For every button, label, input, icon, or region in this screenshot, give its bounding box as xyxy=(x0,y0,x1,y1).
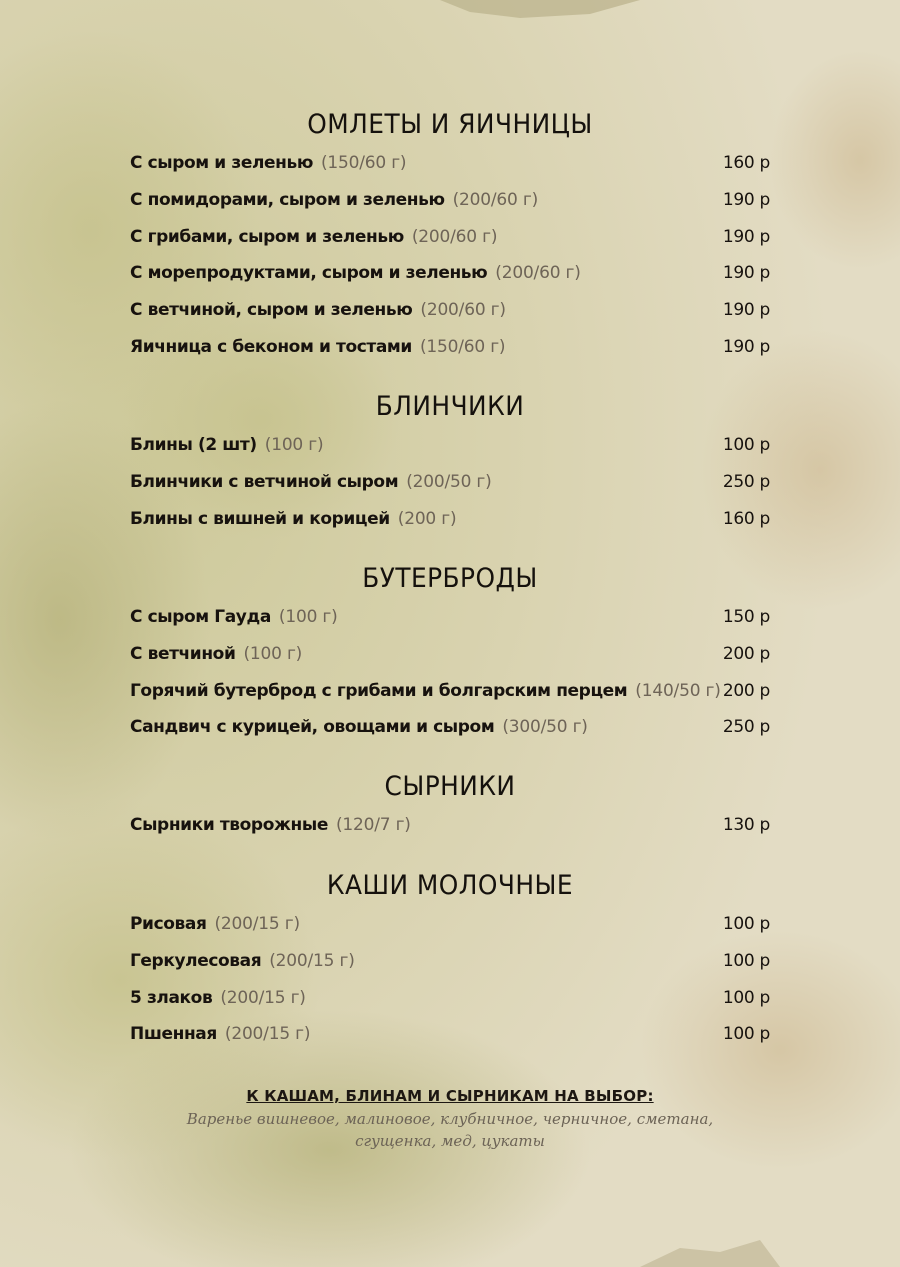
item-name: С ветчиной, сыром и зеленью xyxy=(130,300,413,321)
item-price: 100 р xyxy=(722,950,770,971)
item-name: С морепродуктами, сыром и зеленью xyxy=(130,263,488,284)
item-weight: (200/15 г) xyxy=(269,950,355,971)
item-weight: (200/15 г) xyxy=(224,1024,311,1045)
item-price: 150 р xyxy=(722,607,770,627)
menu-item xyxy=(130,906,770,943)
item-name: 5 злаков xyxy=(130,987,213,1008)
item-weight: (100 г) xyxy=(278,607,338,627)
item-price: 100 р xyxy=(722,435,770,455)
section-title: КАШИ МОЛОЧНЫЕ xyxy=(326,870,574,901)
item-name: Рисовая xyxy=(130,914,207,934)
item-weight: (120/7 г) xyxy=(335,815,411,835)
menu-item xyxy=(130,292,770,329)
toppings-note-title: К КАШАМ, БЛИНАМ И СЫРНИКАМ НА ВЫБОР: xyxy=(246,1087,654,1105)
menu-item xyxy=(130,599,770,636)
item-name: Горячий бутерброд с грибами и болгарским перцем xyxy=(130,680,628,701)
item-name: Яичница с беконом и тостами xyxy=(130,336,412,357)
item-name: Блины с вишней и корицей xyxy=(130,508,390,529)
section-title: БЛИНЧИКИ xyxy=(375,391,525,422)
item-price: 130 р xyxy=(722,815,770,835)
item-price: 100 р xyxy=(722,914,770,934)
item-weight: (150/60 г) xyxy=(320,153,407,173)
item-price: 100 р xyxy=(722,987,770,1008)
item-weight: (200/15 г) xyxy=(220,987,306,1008)
item-name: Сандвич с курицей, овощами и сыром xyxy=(130,717,495,738)
item-weight: (140/50 г) xyxy=(635,680,721,701)
menu-item xyxy=(130,1016,770,1053)
item-weight: (200/60 г) xyxy=(452,189,539,210)
menu-item xyxy=(130,427,770,464)
item-name: С сыром Гауда xyxy=(130,607,271,627)
item-weight: (300/50 г) xyxy=(502,717,588,738)
item-name: С ветчиной xyxy=(130,643,236,664)
menu-item xyxy=(130,943,770,980)
toppings-note xyxy=(130,1084,770,1152)
menu-item xyxy=(130,807,770,844)
item-weight: (200/60 г) xyxy=(495,263,581,284)
item-weight: (100 г) xyxy=(264,435,324,455)
section-title: БУТЕРБРОДЫ xyxy=(362,563,538,594)
item-name: Пшенная xyxy=(130,1024,217,1045)
menu-item xyxy=(130,980,770,1017)
menu-item xyxy=(130,673,770,710)
item-name: Сырники творожные xyxy=(130,815,328,835)
item-price: 160 р xyxy=(722,508,770,529)
menu-item xyxy=(130,636,770,673)
item-name: Геркулесовая xyxy=(130,950,262,971)
item-price: 160 р xyxy=(722,153,770,173)
item-name: Блинчики с ветчиной сыром xyxy=(130,471,399,492)
section-sandwiches xyxy=(130,559,770,746)
menu-item xyxy=(130,255,770,292)
item-price: 190 р xyxy=(722,300,770,321)
item-price: 190 р xyxy=(722,226,770,247)
item-price: 200 р xyxy=(722,643,770,664)
item-price: 200 р xyxy=(722,680,770,701)
section-title: ОМЛЕТЫ И ЯИЧНИЦЫ xyxy=(307,109,593,140)
section-pancakes xyxy=(130,387,770,537)
menu-item xyxy=(130,464,770,501)
section-omelets xyxy=(130,105,770,366)
item-price: 190 р xyxy=(722,336,770,357)
item-weight: (200/15 г) xyxy=(214,914,300,934)
menu-item xyxy=(130,709,770,746)
item-name: С грибами, сыром и зеленью xyxy=(130,226,404,247)
item-weight: (200/60 г) xyxy=(420,300,506,321)
toppings-note-line-2: сгущенка, мед, цукаты xyxy=(355,1132,545,1150)
item-price: 190 р xyxy=(722,189,770,210)
item-price: 250 р xyxy=(722,471,770,492)
menu-item xyxy=(130,219,770,256)
item-weight: (150/60 г) xyxy=(419,336,506,357)
item-price: 100 р xyxy=(722,1024,770,1045)
item-name: С помидорами, сыром и зеленью xyxy=(130,189,445,210)
item-name: Блины (2 шт) xyxy=(130,435,257,455)
menu-item xyxy=(130,501,770,538)
section-porridge xyxy=(130,866,770,1053)
section-title: СЫРНИКИ xyxy=(384,771,516,802)
item-name: С сыром и зеленью xyxy=(130,153,313,173)
item-price: 190 р xyxy=(722,263,770,284)
item-weight: (100 г) xyxy=(243,643,303,664)
item-weight: (200 г) xyxy=(397,508,457,529)
toppings-note-line-1: Варенье вишневое, малиновое, клубничное, черничное, сметана, xyxy=(186,1110,714,1128)
item-weight: (200/50 г) xyxy=(406,471,492,492)
section-syrniki xyxy=(130,767,770,844)
menu-item xyxy=(130,145,770,182)
item-price: 250 р xyxy=(722,717,770,738)
menu-item xyxy=(130,329,770,366)
menu-item xyxy=(130,182,770,219)
item-weight: (200/60 г) xyxy=(411,226,498,247)
